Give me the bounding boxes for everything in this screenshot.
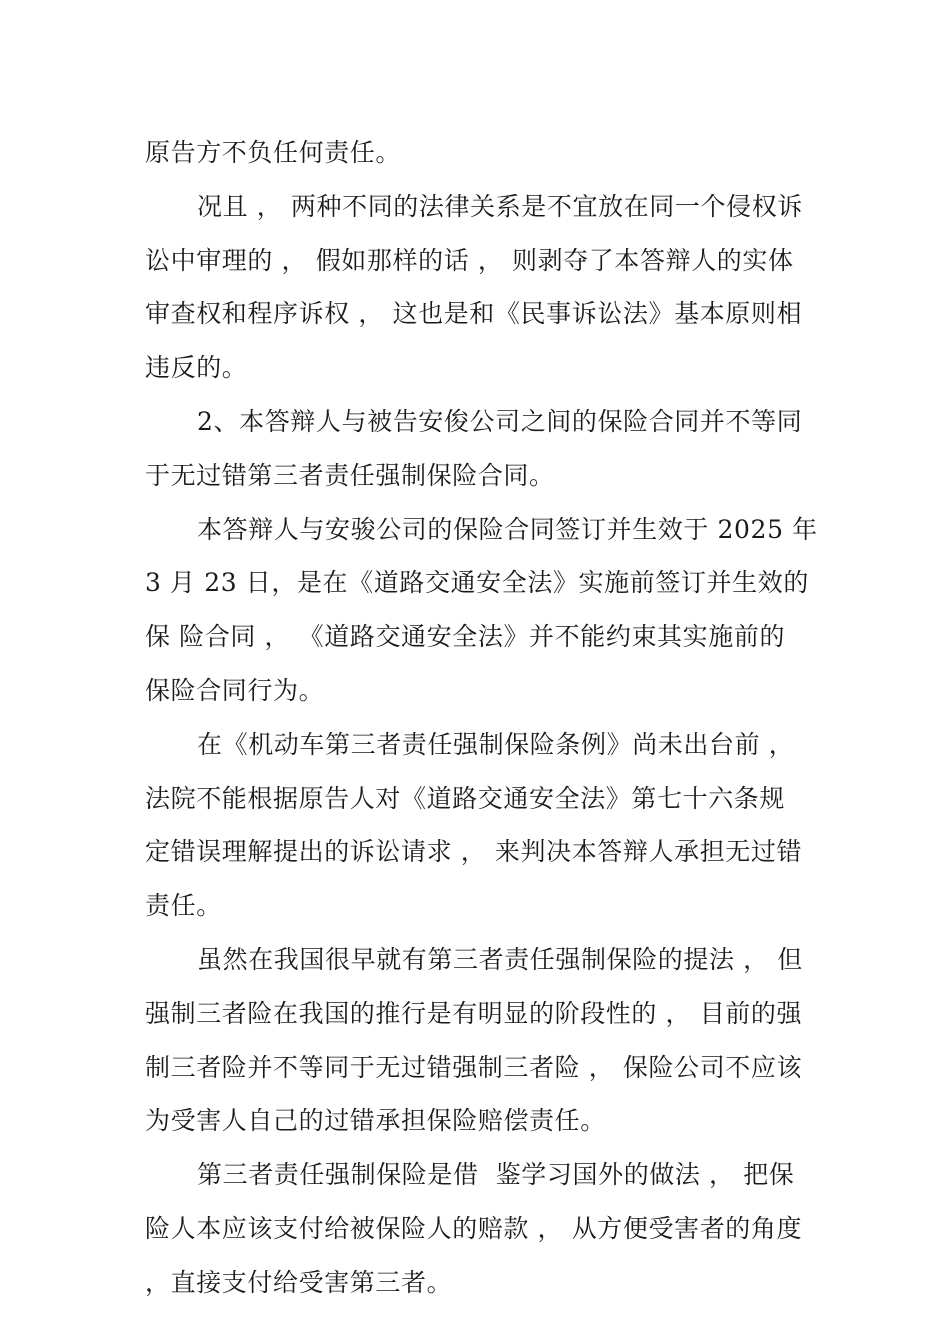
text-line: 审查权和程序诉权 ， 这也是和《民事诉讼法》基本原则相 (145, 299, 803, 329)
text-line: 保险合同行为。 (145, 675, 325, 705)
text-line: 制三者险并不等同于无过错强制三者险 ， 保险公司不应该 (145, 1052, 803, 1082)
paragraph-first-line: 在《机动车第三者责任强制保险条例》尚未出台前 ， (197, 729, 795, 759)
text-line: 于无过错第三者责任强制保险合同。 (145, 460, 555, 490)
paragraph-first-line: 本答辩人与安骏公司的保险合同签订并生效于 2025 年 (197, 514, 818, 544)
paragraph-first-line: 第三者责任强制保险是借 鉴学习国外的做法 ， 把保 (197, 1160, 795, 1190)
text-line: 强制三者险在我国的推行是有明显的阶段性的 ， 目前的强 (145, 998, 803, 1028)
text-line: 险人本应该支付给被保险人的赔款 ， 从方便受害者的角度 (145, 1213, 803, 1243)
text-line: 责任。 (145, 891, 222, 921)
paragraph-first-line: 2、本答辩人与被告安俊公司之间的保险合同并不等同 (197, 406, 803, 436)
text-line: 定错误理解提出的诉讼请求 ， 来判决本答辩人承担无过错 (145, 837, 803, 867)
text-line: 原告方不负任何责任。 (145, 138, 402, 167)
paragraph-first-line: 况且 ， 两种不同的法律关系是不宜放在同一个侵权诉 (197, 191, 803, 221)
text-line: 为受害人自己的过错承担保险赔偿责任。 (145, 1106, 606, 1136)
text-line: 讼中审理的 ， 假如那样的话 ， 则剥夺了本答辩人的实体 (145, 245, 794, 275)
text-line: 3 月 23 日，是在《道路交通安全法》实施前签订并生效的 (145, 568, 809, 598)
text-line: 法院不能根据原告人对《道路交通安全法》第七十六条规 (145, 783, 786, 813)
paragraph-first-line: 虽然在我国很早就有第三者责任强制保险的提法 ， 但 (197, 944, 803, 974)
text-line: ，直接支付给受害第三者。 (145, 1267, 453, 1297)
text-line: 保 险合同 ， 《道路交通安全法》并不能约束其实施前的 (145, 622, 786, 652)
document-body (145, 126, 818, 1310)
text-line: 违反的。 (145, 353, 248, 383)
